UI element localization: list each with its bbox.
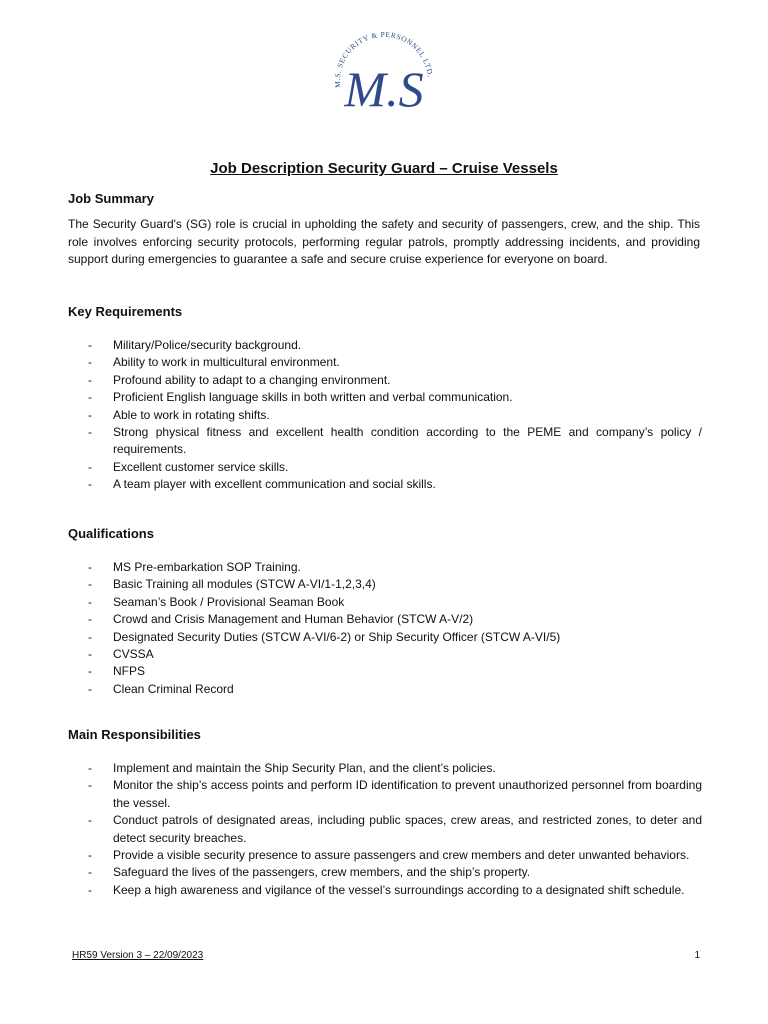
- document-title: Job Description Security Guard – Cruise Vessels: [210, 160, 558, 177]
- list-item: - Excellent customer service skills.: [88, 459, 289, 474]
- list-item: - Implement and maintain the Ship Security Plan, and the client’s policies.: [88, 761, 496, 775]
- list-item: - Conduct patrols of designated areas, including public spaces, crew areas, and restricted zones, to deter and detect security breaches.: [88, 813, 702, 845]
- list-item: - Crowd and Crisis Management and Human Behavior (STCW A-V/2): [88, 612, 474, 627]
- qualifications-list: [68, 559, 702, 698]
- list-item: - A team player with excellent communication and social skills.: [88, 477, 436, 492]
- list-item: - Seaman’s Book / Provisional Seaman Book: [88, 594, 345, 609]
- key-requirements-heading: Key Requirements: [68, 304, 183, 319]
- list-item: - NFPS: [88, 664, 146, 679]
- main-responsibilities-list: [68, 760, 702, 899]
- job-summary-heading: Job Summary: [68, 191, 154, 206]
- list-item: - Designated Security Duties (STCW A-VI/6-2) or Ship Security Officer (STCW A-VI/5): [88, 629, 561, 644]
- list-item: - Clean Criminal Record: [88, 681, 234, 696]
- list-item: - Able to work in rotating shifts.: [88, 407, 270, 422]
- list-item: - MS Pre-embarkation SOP Training.: [88, 560, 301, 574]
- company-logo: [326, 24, 442, 124]
- logo-ring-text: M.S. SECURITY & PERSONNEL LTD.: [332, 29, 435, 89]
- logo-monogram: M.S: [344, 61, 424, 117]
- list-item: - CVSSA: [88, 647, 154, 662]
- qualifications-heading: Qualifications: [68, 526, 154, 541]
- list-item: - Proficient English language skills in both written and verbal communication.: [88, 390, 513, 405]
- key-requirements-list: [68, 337, 702, 494]
- main-responsibilities-heading: Main Responsibilities: [68, 727, 201, 742]
- footer-document-reference: HR59 Version 3 – 22/09/2023: [72, 950, 204, 961]
- list-item: - Monitor the ship’s access points and perform ID identification to prevent unauthorized personnel from boarding the vessel.: [88, 778, 702, 810]
- list-item: - Military/Police/security background.: [88, 338, 302, 352]
- footer-page-number: 1: [694, 950, 700, 961]
- list-item: - Basic Training all modules (STCW A-VI/1-1,2,3,4): [88, 577, 376, 592]
- list-item: - Provide a visible security presence to assure passengers and crew members and deter unwanted behaviors.: [88, 848, 690, 863]
- list-item: - Safeguard the lives of the passengers, crew members, and the ship’s property.: [88, 865, 531, 880]
- job-summary-text: The Security Guard's (SG) role is crucial in upholding the safety and security of passengers, crew, and the ship. This role involves enforcing security protocols, performing regular patrols, promptly addressing incidents, and providing support during emergencies to guarantee a safe and secure cruise experience for everyone on board.: [68, 217, 700, 266]
- list-item: - Profound ability to adapt to a changing environment.: [88, 372, 391, 387]
- list-item: - Strong physical fitness and excellent health condition according to the PEME and company’s policy / requirements.: [88, 425, 702, 457]
- list-item: - Ability to work in multicultural environment.: [88, 355, 340, 370]
- list-item: - Keep a high awareness and vigilance of the vessel’s surroundings according to a designated shift schedule.: [88, 882, 685, 897]
